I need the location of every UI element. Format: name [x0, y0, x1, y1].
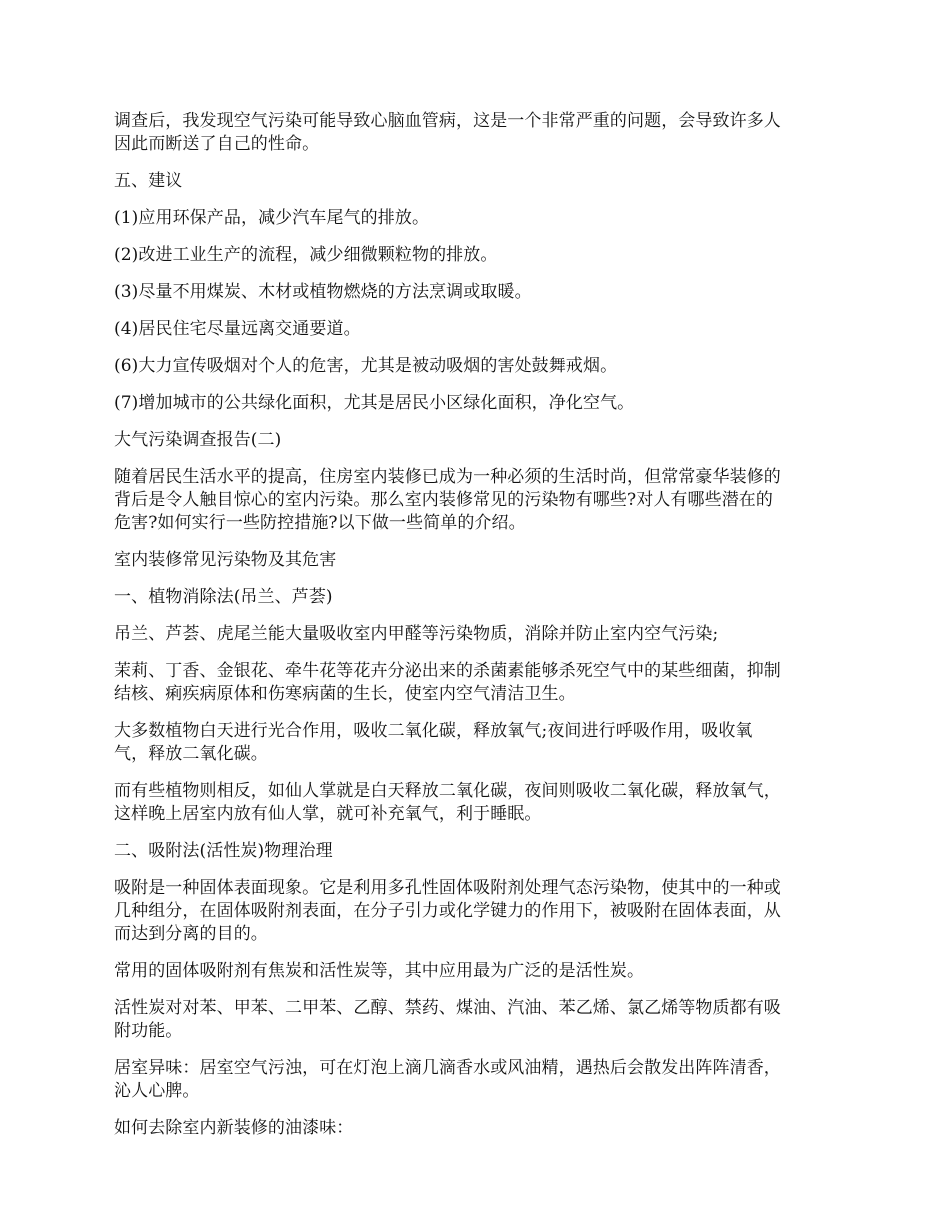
paragraph	[114, 877, 846, 946]
text-line: 气，释放二氧化碳。	[114, 744, 268, 764]
text-line: 调查后，我发现空气污染可能导致心脑血管病，这是一个非常严重的问题，会导致许多人	[114, 111, 781, 131]
text-line: 这样晚上居室内放有仙人掌，就可补充氧气，利于睡眠。	[114, 804, 542, 824]
text-line: (3)尽量不用煤炭、木材或植物燃烧的方法烹调或取暖。	[114, 282, 532, 302]
text-line: (6)大力宣传吸烟对个人的危害，尤其是被动吸烟的害处鼓舞戒烟。	[114, 356, 618, 376]
text-line: 因此而断送了自己的性命。	[114, 134, 320, 154]
paragraph	[114, 660, 846, 706]
paragraph	[114, 355, 846, 378]
text-line: 沁人心脾。	[114, 1081, 200, 1101]
paragraph	[114, 318, 846, 341]
text-line: 常用的固体吸附剂有焦炭和活性炭等，其中应用最为广泛的是活性炭。	[114, 961, 645, 981]
text-line: 室内装修常见污染物及其危害	[114, 550, 337, 570]
paragraph	[114, 110, 846, 156]
text-line: (7)增加城市的公共绿化面积，尤其是居民小区绿化面积，净化空气。	[114, 393, 635, 413]
text-line: 危害?如何实行一些防控措施?以下做一些简单的介绍。	[114, 513, 526, 533]
text-line: 大气污染调查报告(二)	[114, 430, 282, 450]
document-body	[114, 110, 846, 1154]
text-line: 一、植物消除法(吊兰、芦荟)	[114, 587, 333, 607]
paragraph	[114, 780, 846, 826]
paragraph	[114, 170, 846, 193]
paragraph	[114, 720, 846, 766]
paragraph	[114, 840, 846, 863]
text-line: 背后是令人触目惊心的室内污染。那么室内装修常见的污染物有哪些?对人有哪些潜在的	[114, 490, 774, 510]
paragraph	[114, 207, 846, 230]
paragraph	[114, 586, 846, 609]
text-line: 附功能。	[114, 1021, 183, 1041]
text-line: 吸附是一种固体表面现象。它是利用多孔性固体吸附剂处理气态污染物，使其中的一种或	[114, 878, 781, 898]
text-line: 几种组分，在固体吸附剂表面，在分子引力或化学键力的作用下，被吸附在固体表面，从	[114, 901, 781, 921]
paragraph	[114, 1117, 846, 1140]
paragraph	[114, 281, 846, 304]
text-line: (2)改进工业生产的流程，减少细微颗粒物的排放。	[114, 245, 498, 265]
text-line: 而有些植物则相反，如仙人掌就是白天释放二氧化碳，夜间则吸收二氧化碳，释放氧气，	[114, 781, 781, 801]
paragraph	[114, 429, 846, 452]
text-line: 大多数植物白天进行光合作用，吸收二氧化碳，释放氧气;夜间进行呼吸作用，吸收氧	[114, 721, 753, 741]
paragraph	[114, 244, 846, 267]
text-line: 如何去除室内新装修的油漆味：	[114, 1118, 354, 1138]
paragraph	[114, 623, 846, 646]
paragraph	[114, 549, 846, 572]
text-line: 而达到分离的目的。	[114, 924, 268, 944]
paragraph	[114, 1057, 846, 1103]
text-line: 吊兰、芦荟、虎尾兰能大量吸收室内甲醛等污染物质，消除并防止室内空气污染;	[114, 624, 719, 644]
text-line: 二、吸附法(活性炭)物理治理	[114, 841, 333, 861]
text-line: 五、建议	[114, 171, 183, 191]
text-line: 结核、痢疾病原体和伤寒病菌的生长，使室内空气清洁卫生。	[114, 684, 576, 704]
paragraph	[114, 960, 846, 983]
text-line: 茉莉、丁香、金银花、牵牛花等花卉分泌出来的杀菌素能够杀死空气中的某些细菌，抑制	[114, 661, 781, 681]
paragraph	[114, 392, 846, 415]
text-line: 随着居民生活水平的提高，住房室内装修已成为一种必须的生活时尚，但常常豪华装修的	[114, 467, 781, 487]
text-line: 居室异味：居室空气污浊，可在灯泡上滴几滴香水或风油精，遇热后会散发出阵阵清香，	[114, 1058, 781, 1078]
text-line: 活性炭对对苯、甲苯、二甲苯、乙醇、禁药、煤油、汽油、苯乙烯、氯乙烯等物质都有吸	[114, 998, 781, 1018]
paragraph	[114, 997, 846, 1043]
text-line: (1)应用环保产品，减少汽车尾气的排放。	[114, 208, 430, 228]
paragraph	[114, 466, 846, 535]
text-line: (4)居民住宅尽量远离交通要道。	[114, 319, 361, 339]
